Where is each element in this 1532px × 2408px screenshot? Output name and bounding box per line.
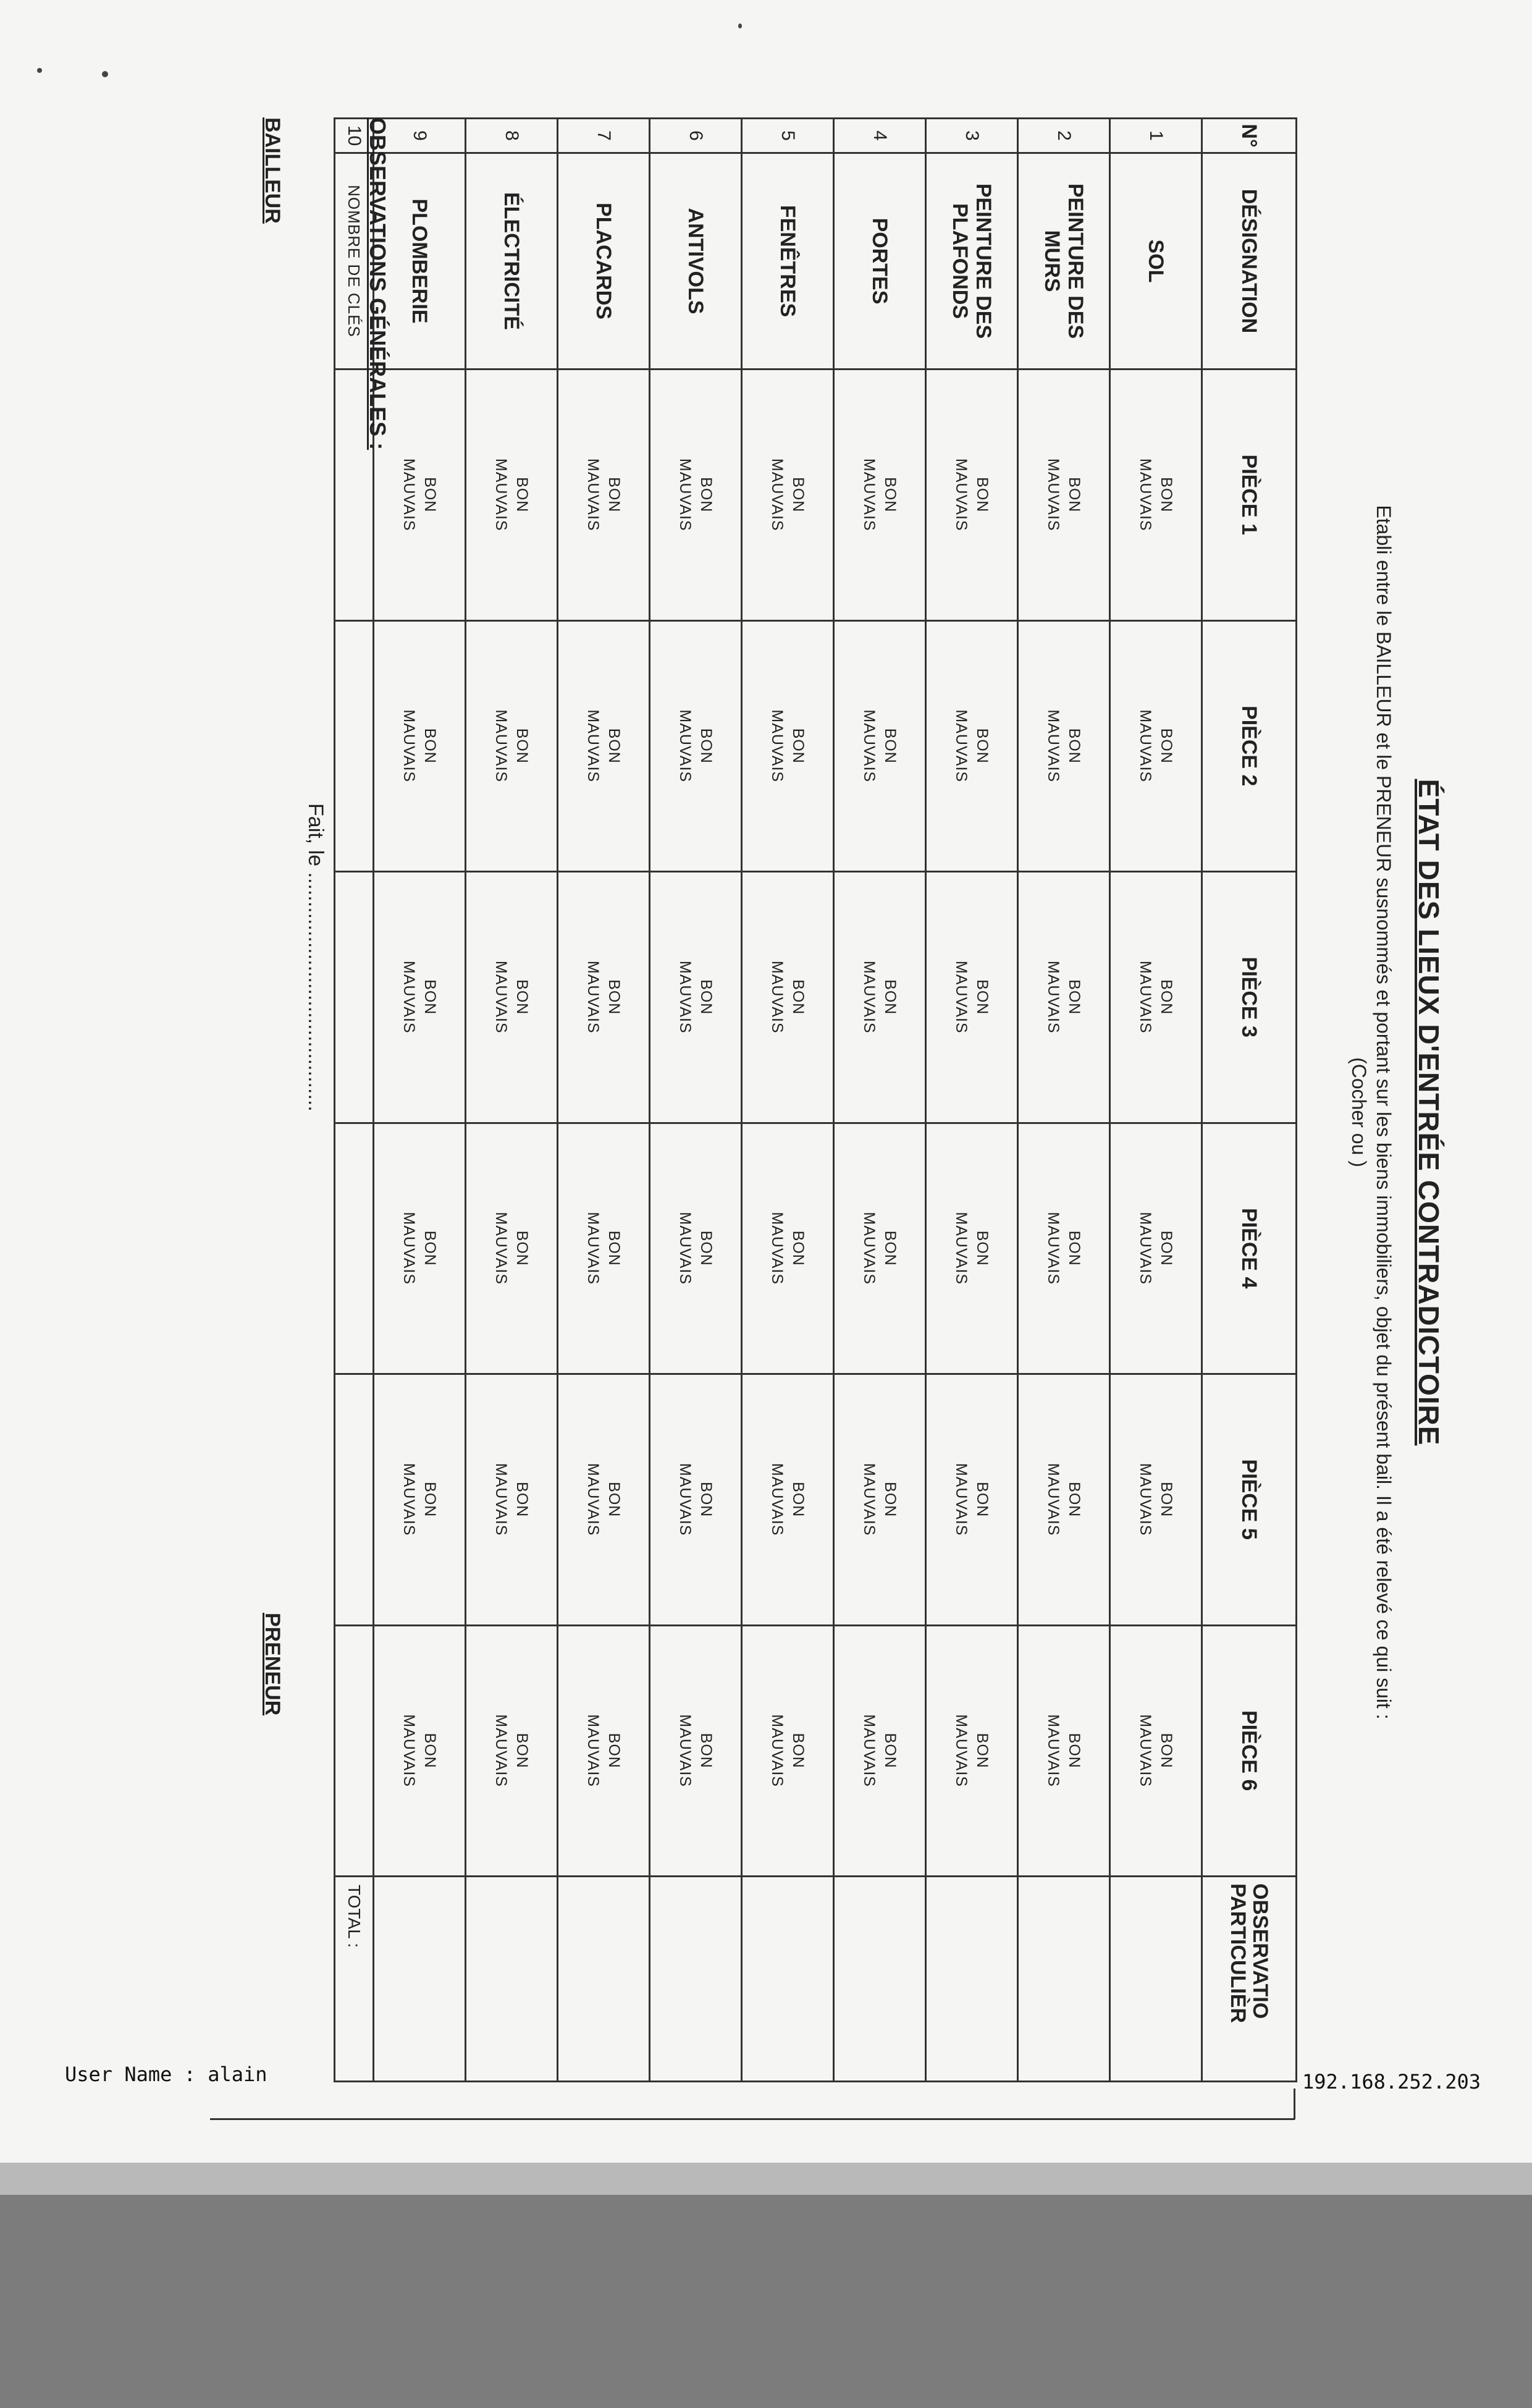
option-mauvais[interactable]: MAUVAIS: [768, 1714, 786, 1788]
room-condition-cell[interactable]: [926, 620, 1018, 872]
option-mauvais[interactable]: MAUVAIS: [492, 1463, 510, 1536]
header-room-3: PIÈCE 3: [1202, 872, 1297, 1123]
room-condition-cell[interactable]: [558, 1123, 650, 1374]
option-mauvais[interactable]: MAUVAIS: [768, 960, 786, 1034]
row-number: 3: [926, 119, 1018, 153]
room-condition-cell[interactable]: [466, 1625, 558, 1877]
row-designation: PEINTURE DES MURS: [1018, 153, 1110, 370]
room-condition-cell[interactable]: [558, 370, 650, 621]
option-bon[interactable]: BON: [513, 728, 531, 764]
room-condition-cell[interactable]: [834, 1625, 926, 1877]
keys-count-cell[interactable]: [335, 872, 374, 1123]
option-bon[interactable]: BON: [697, 728, 715, 764]
option-bon[interactable]: BON: [882, 1230, 899, 1266]
observation-cell[interactable]: [926, 1877, 1018, 2082]
room-condition-cell[interactable]: [466, 370, 558, 621]
option-bon[interactable]: BON: [1158, 1230, 1175, 1266]
header-no: N°: [1202, 119, 1297, 153]
option-bon[interactable]: BON: [605, 1733, 623, 1768]
dust-speck: [37, 68, 42, 73]
option-bon[interactable]: BON: [789, 728, 807, 764]
option-bon[interactable]: BON: [513, 1482, 531, 1518]
option-bon[interactable]: BON: [882, 1733, 899, 1768]
option-mauvais[interactable]: MAUVAIS: [400, 1212, 418, 1285]
option-mauvais[interactable]: MAUVAIS: [1137, 1463, 1154, 1536]
room-condition-cell[interactable]: [1110, 1123, 1202, 1374]
option-bon[interactable]: BON: [1158, 477, 1175, 513]
room-condition-cell[interactable]: [742, 620, 834, 872]
option-bon[interactable]: BON: [974, 1230, 991, 1266]
option-bon[interactable]: BON: [421, 1230, 439, 1266]
header-room-5: PIÈCE 5: [1202, 1374, 1297, 1626]
option-mauvais[interactable]: MAUVAIS: [676, 1212, 694, 1285]
option-mauvais[interactable]: MAUVAIS: [676, 1714, 694, 1788]
rotated-document: [210, 111, 1446, 2113]
option-bon[interactable]: BON: [605, 477, 623, 513]
room-condition-cell[interactable]: [650, 1625, 742, 1877]
option-bon[interactable]: BON: [421, 1482, 439, 1518]
user-name: User Name : alain: [65, 2063, 267, 2086]
option-mauvais[interactable]: MAUVAIS: [953, 458, 970, 531]
option-bon[interactable]: BON: [789, 1230, 807, 1266]
table-row: [650, 119, 742, 2082]
option-mauvais[interactable]: MAUVAIS: [584, 960, 602, 1034]
row-number: 8: [466, 119, 558, 153]
option-mauvais[interactable]: MAUVAIS: [861, 458, 878, 531]
option-bon[interactable]: BON: [605, 1482, 623, 1518]
option-mauvais[interactable]: MAUVAIS: [861, 960, 878, 1034]
room-condition-cell[interactable]: [558, 620, 650, 872]
keys-total: TOTAL :: [335, 1877, 374, 2082]
room-condition-cell[interactable]: [1018, 370, 1110, 621]
option-bon[interactable]: BON: [1158, 1733, 1175, 1768]
room-condition-cell[interactable]: [650, 1374, 742, 1626]
room-condition-cell[interactable]: [466, 1123, 558, 1374]
room-condition-cell[interactable]: [742, 370, 834, 621]
option-bon[interactable]: BON: [1158, 728, 1175, 764]
room-condition-cell[interactable]: [374, 872, 466, 1123]
option-bon[interactable]: BON: [974, 1482, 991, 1518]
option-mauvais[interactable]: MAUVAIS: [768, 1463, 786, 1536]
option-bon[interactable]: BON: [1066, 979, 1083, 1015]
option-mauvais[interactable]: MAUVAIS: [953, 1212, 970, 1285]
option-bon[interactable]: BON: [513, 1733, 531, 1768]
room-condition-cell[interactable]: [374, 620, 466, 872]
keys-label: NOMBRE DE CLÉS: [335, 153, 374, 370]
option-mauvais[interactable]: MAUVAIS: [400, 960, 418, 1034]
option-mauvais[interactable]: MAUVAIS: [676, 709, 694, 783]
room-condition-cell[interactable]: [1018, 1374, 1110, 1626]
date-line: Fait, le .........................................: [304, 803, 327, 1112]
option-bon[interactable]: BON: [605, 728, 623, 764]
room-condition-cell[interactable]: [650, 1123, 742, 1374]
option-mauvais[interactable]: MAUVAIS: [676, 1463, 694, 1536]
room-condition-cell[interactable]: [834, 370, 926, 621]
room-condition-cell[interactable]: [558, 1625, 650, 1877]
bailleur-signature-label: BAILLEUR: [261, 117, 284, 224]
observation-cell[interactable]: [650, 1877, 742, 2082]
option-mauvais[interactable]: MAUVAIS: [400, 1463, 418, 1536]
room-condition-cell[interactable]: [1110, 872, 1202, 1123]
option-mauvais[interactable]: MAUVAIS: [861, 1463, 878, 1536]
header-room-6: PIÈCE 6: [1202, 1625, 1297, 1877]
row-designation: PORTES: [834, 153, 926, 370]
option-mauvais[interactable]: MAUVAIS: [1045, 709, 1062, 783]
option-mauvais[interactable]: MAUVAIS: [492, 1212, 510, 1285]
footer-frame-line: [210, 2118, 1295, 2120]
room-condition-cell[interactable]: [926, 1625, 1018, 1877]
option-mauvais[interactable]: MAUVAIS: [400, 1714, 418, 1788]
room-condition-cell[interactable]: [1110, 370, 1202, 621]
observation-cell[interactable]: [558, 1877, 650, 2082]
table-row: [558, 119, 650, 2082]
room-condition-cell[interactable]: [1110, 1625, 1202, 1877]
room-condition-cell[interactable]: [466, 872, 558, 1123]
table-row: [834, 119, 926, 2082]
row-number: 10: [335, 119, 374, 153]
row-designation: PLOMBERIE: [374, 153, 466, 370]
option-mauvais[interactable]: MAUVAIS: [861, 1714, 878, 1788]
option-bon[interactable]: BON: [1066, 477, 1083, 513]
room-condition-cell[interactable]: [926, 872, 1018, 1123]
option-mauvais[interactable]: MAUVAIS: [1045, 1212, 1062, 1285]
option-mauvais[interactable]: MAUVAIS: [584, 1212, 602, 1285]
option-mauvais[interactable]: MAUVAIS: [492, 960, 510, 1034]
room-condition-cell[interactable]: [558, 1374, 650, 1626]
option-bon[interactable]: BON: [1066, 1482, 1083, 1518]
room-condition-cell[interactable]: [834, 1374, 926, 1626]
observation-cell[interactable]: [1110, 1877, 1202, 2082]
option-mauvais[interactable]: MAUVAIS: [1137, 1212, 1154, 1285]
option-bon[interactable]: BON: [697, 979, 715, 1015]
header-room-2: PIÈCE 2: [1202, 620, 1297, 872]
preneur-signature-label: PRENEUR: [261, 1613, 284, 1716]
option-mauvais[interactable]: MAUVAIS: [861, 1212, 878, 1285]
option-bon[interactable]: BON: [882, 1482, 899, 1518]
room-condition-cell[interactable]: [1018, 1123, 1110, 1374]
option-bon[interactable]: BON: [1158, 1482, 1175, 1518]
option-mauvais[interactable]: MAUVAIS: [492, 458, 510, 531]
option-bon[interactable]: BON: [974, 979, 991, 1015]
row-number: 9: [374, 119, 466, 153]
general-observations-label: OBSERVATIONS GÉNÉRALES :: [365, 117, 390, 450]
table-row: [1018, 119, 1110, 2082]
room-condition-cell[interactable]: [374, 1625, 466, 1877]
room-condition-cell[interactable]: [926, 1123, 1018, 1374]
row-designation: ANTIVOLS: [650, 153, 742, 370]
scanner-edge: [0, 2163, 1532, 2195]
option-mauvais[interactable]: MAUVAIS: [953, 960, 970, 1034]
option-bon[interactable]: BON: [513, 979, 531, 1015]
room-condition-cell[interactable]: [1018, 1625, 1110, 1877]
option-bon[interactable]: BON: [974, 728, 991, 764]
table-row: [1110, 119, 1202, 2082]
option-bon[interactable]: BON: [1066, 728, 1083, 764]
room-condition-cell[interactable]: [1018, 872, 1110, 1123]
option-bon[interactable]: BON: [1066, 1733, 1083, 1768]
option-bon[interactable]: BON: [974, 1733, 991, 1768]
option-bon[interactable]: BON: [421, 979, 439, 1015]
option-bon[interactable]: BON: [789, 477, 807, 513]
room-condition-cell[interactable]: [742, 872, 834, 1123]
room-condition-cell[interactable]: [1110, 1374, 1202, 1626]
row-number: 5: [742, 119, 834, 153]
room-condition-cell[interactable]: [650, 620, 742, 872]
option-mauvais[interactable]: MAUVAIS: [400, 458, 418, 531]
room-condition-cell[interactable]: [1018, 620, 1110, 872]
keys-count-cell[interactable]: [335, 620, 374, 872]
room-condition-cell[interactable]: [834, 620, 926, 872]
row-designation: FENÊTRES: [742, 153, 834, 370]
option-bon[interactable]: BON: [421, 1733, 439, 1768]
option-mauvais[interactable]: MAUVAIS: [768, 709, 786, 783]
table-body: [335, 119, 1202, 2082]
option-mauvais[interactable]: MAUVAIS: [768, 458, 786, 531]
option-bon[interactable]: BON: [605, 979, 623, 1015]
option-mauvais[interactable]: MAUVAIS: [1137, 458, 1154, 531]
dust-speck: [738, 23, 742, 28]
option-bon[interactable]: BON: [513, 477, 531, 513]
row-number: 7: [558, 119, 650, 153]
option-mauvais[interactable]: MAUVAIS: [1045, 1463, 1062, 1536]
option-bon[interactable]: BON: [882, 477, 899, 513]
header-observations: OBSERVATIO PARTICULIÈR: [1202, 1877, 1297, 2082]
row-designation: ÉLECTRICITÉ: [466, 153, 558, 370]
document-intro: Etabli entre le BAILLEUR et le PRENEUR susnommés et portant sur les biens immobiliers, objet du présent bail. Il a été relevé ce qui suit :: [1373, 505, 1395, 1720]
row-designation: PLACARDS: [558, 153, 650, 370]
option-mauvais[interactable]: MAUVAIS: [1137, 1714, 1154, 1788]
option-mauvais[interactable]: MAUVAIS: [861, 709, 878, 783]
observation-cell[interactable]: [1018, 1877, 1110, 2082]
row-number: 1: [1110, 119, 1202, 153]
observation-cell[interactable]: [742, 1877, 834, 2082]
option-mauvais[interactable]: MAUVAIS: [584, 458, 602, 531]
option-mauvais[interactable]: MAUVAIS: [676, 458, 694, 531]
option-bon[interactable]: BON: [697, 1482, 715, 1518]
option-mauvais[interactable]: MAUVAIS: [676, 960, 694, 1034]
header-room-1: PIÈCE 1: [1202, 370, 1297, 621]
room-condition-cell[interactable]: [926, 370, 1018, 621]
room-condition-cell[interactable]: [650, 370, 742, 621]
observation-cell[interactable]: [374, 1877, 466, 2082]
option-mauvais[interactable]: MAUVAIS: [1045, 960, 1062, 1034]
option-bon[interactable]: BON: [1066, 1230, 1083, 1266]
row-number: 4: [834, 119, 926, 153]
option-mauvais[interactable]: MAUVAIS: [584, 1714, 602, 1788]
ip-address: 192.168.252.203: [1302, 2070, 1481, 2093]
option-bon[interactable]: BON: [974, 477, 991, 513]
option-bon[interactable]: BON: [513, 1230, 531, 1266]
room-condition-cell[interactable]: [374, 1374, 466, 1626]
room-condition-cell[interactable]: [1110, 620, 1202, 872]
inventory-table: [334, 117, 1297, 2082]
option-mauvais[interactable]: MAUVAIS: [1137, 960, 1154, 1034]
option-mauvais[interactable]: MAUVAIS: [584, 709, 602, 783]
table-header-row: [1202, 119, 1297, 2082]
observation-cell[interactable]: [834, 1877, 926, 2082]
room-condition-cell[interactable]: [742, 1625, 834, 1877]
room-condition-cell[interactable]: [650, 872, 742, 1123]
observation-cell[interactable]: [466, 1877, 558, 2082]
option-bon[interactable]: BON: [697, 1733, 715, 1768]
option-mauvais[interactable]: MAUVAIS: [492, 1714, 510, 1788]
keys-count-cell[interactable]: [335, 1374, 374, 1626]
option-bon[interactable]: BON: [697, 1230, 715, 1266]
option-mauvais[interactable]: MAUVAIS: [953, 1714, 970, 1788]
document-note: (Cocher ou ): [1348, 1057, 1370, 1167]
room-condition-cell[interactable]: [834, 872, 926, 1123]
option-bon[interactable]: BON: [789, 1482, 807, 1518]
option-mauvais[interactable]: MAUVAIS: [1137, 709, 1154, 783]
option-mauvais[interactable]: MAUVAIS: [400, 709, 418, 783]
document-title: ÉTAT DES LIEUX D'ENTRÉE CONTRADICTOIRE: [1413, 779, 1445, 1446]
option-mauvais[interactable]: MAUVAIS: [1045, 458, 1062, 531]
table-row: [926, 119, 1018, 2082]
option-mauvais[interactable]: MAUVAIS: [492, 709, 510, 783]
room-condition-cell[interactable]: [926, 1374, 1018, 1626]
room-condition-cell[interactable]: [834, 1123, 926, 1374]
option-mauvais[interactable]: MAUVAIS: [1045, 1714, 1062, 1788]
option-bon[interactable]: BON: [789, 979, 807, 1015]
row-number: 2: [1018, 119, 1110, 153]
room-condition-cell[interactable]: [374, 1123, 466, 1374]
table-row: [742, 119, 834, 2082]
option-bon[interactable]: BON: [1158, 979, 1175, 1015]
room-condition-cell[interactable]: [558, 872, 650, 1123]
option-bon[interactable]: BON: [697, 477, 715, 513]
row-designation: SOL: [1110, 153, 1202, 370]
option-mauvais[interactable]: MAUVAIS: [953, 1463, 970, 1536]
option-bon[interactable]: BON: [789, 1733, 807, 1768]
option-bon[interactable]: BON: [882, 979, 899, 1015]
room-condition-cell[interactable]: [466, 620, 558, 872]
footer-frame-line: [1294, 2089, 1295, 2119]
option-bon[interactable]: BON: [605, 1230, 623, 1266]
room-condition-cell[interactable]: [742, 1123, 834, 1374]
row-number: 6: [650, 119, 742, 153]
option-mauvais[interactable]: MAUVAIS: [768, 1212, 786, 1285]
dust-speck: [102, 71, 108, 77]
table-row: [466, 119, 558, 2082]
room-condition-cell[interactable]: [742, 1374, 834, 1626]
row-designation: PEINTURE DES PLAFONDS: [926, 153, 1018, 370]
option-bon[interactable]: BON: [882, 728, 899, 764]
option-bon[interactable]: BON: [421, 477, 439, 513]
option-mauvais[interactable]: MAUVAIS: [584, 1463, 602, 1536]
header-room-4: PIÈCE 4: [1202, 1123, 1297, 1374]
option-bon[interactable]: BON: [421, 728, 439, 764]
keys-count-cell[interactable]: [335, 1123, 374, 1374]
option-mauvais[interactable]: MAUVAIS: [953, 709, 970, 783]
keys-count-cell[interactable]: [335, 1625, 374, 1877]
room-condition-cell[interactable]: [466, 1374, 558, 1626]
header-designation: DÉSIGNATION: [1202, 153, 1297, 370]
